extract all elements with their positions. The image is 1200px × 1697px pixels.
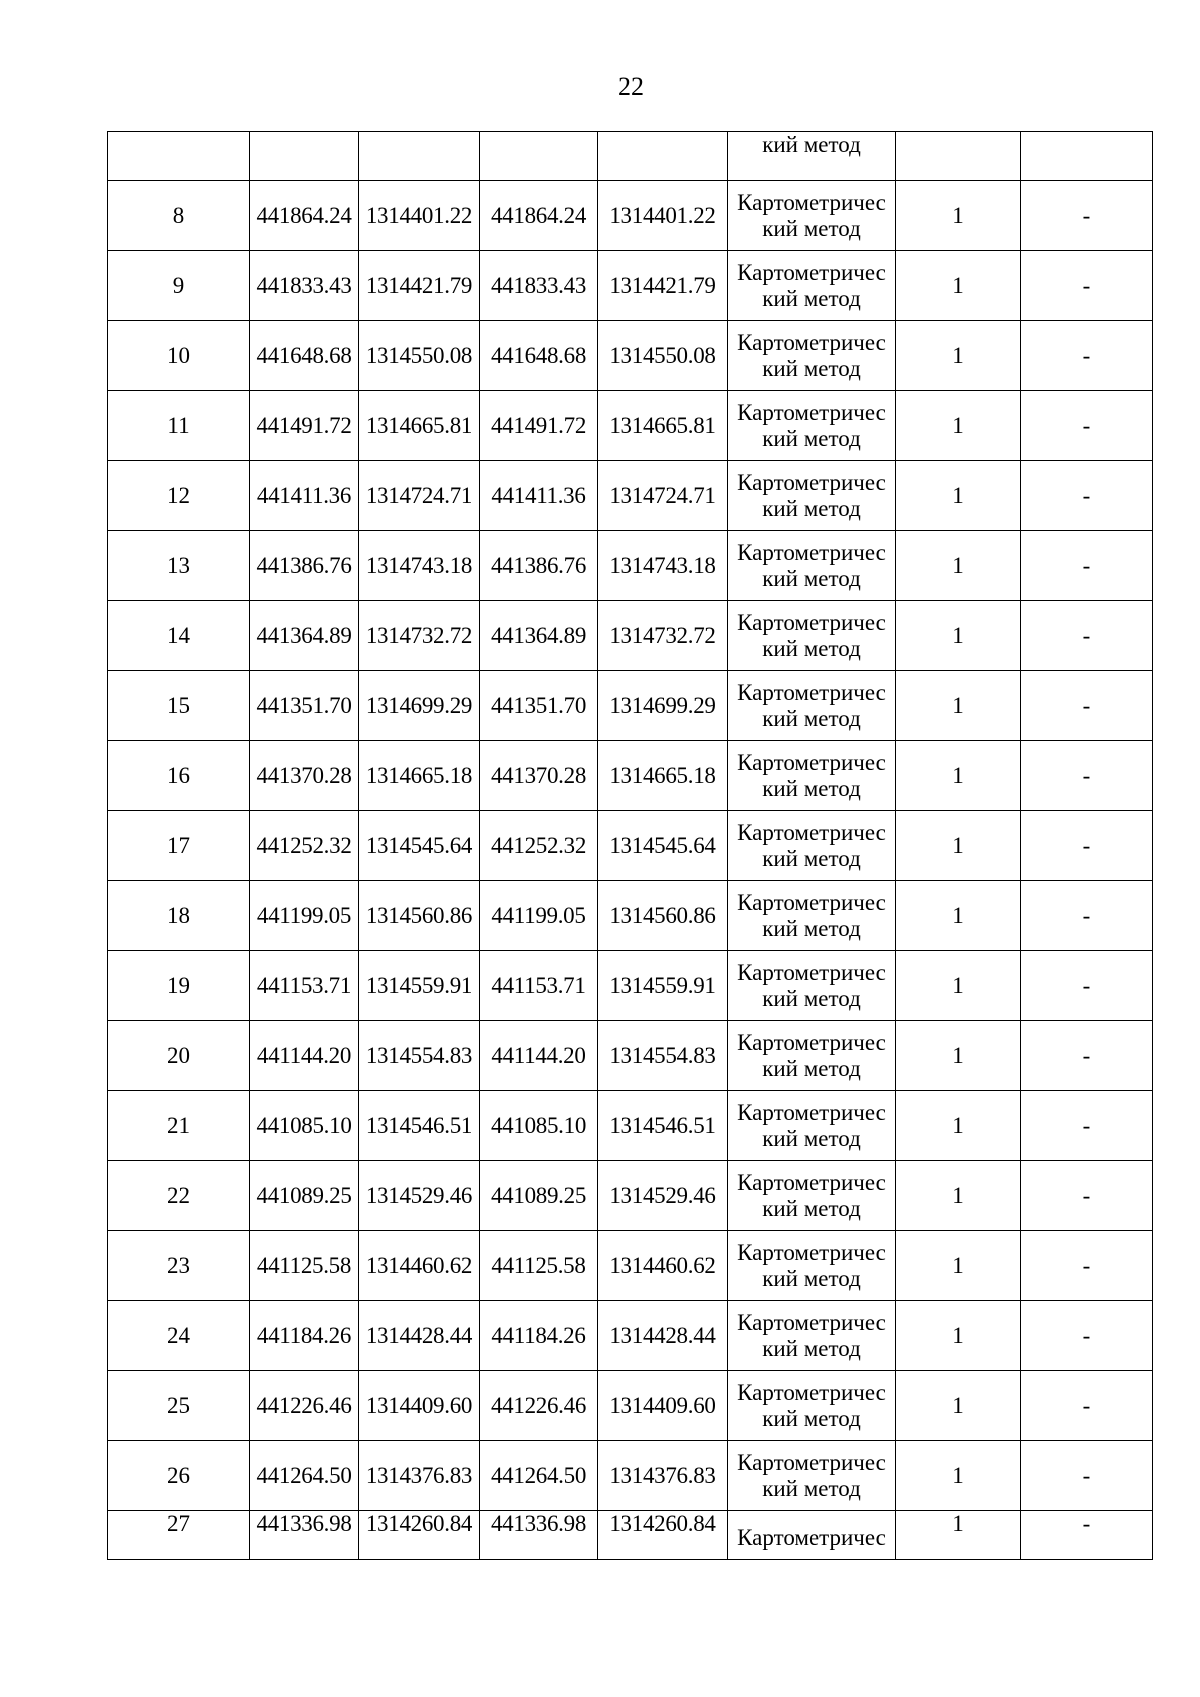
cell-y1: 1314260.84 [359,1511,480,1560]
cell-x1: 441833.43 [250,251,359,321]
method-line-2: кий метод [762,775,861,801]
cell-accuracy: 1 [896,811,1021,881]
cell-method [728,1021,896,1091]
cell-x1: 441491.72 [250,391,359,461]
table-row [108,951,1153,1021]
cell-accuracy: 1 [896,461,1021,531]
table-row [108,531,1153,601]
method-line-1: Картометричес [737,889,886,915]
continuation-row [108,132,1153,181]
method-line-2: кий метод [762,1335,861,1361]
table-row [108,321,1153,391]
cell-note: - [1021,1371,1153,1441]
method-line-1: Картометричес [737,259,886,285]
table-row [108,1161,1153,1231]
cell-note: - [1021,251,1153,321]
cell-point-number: 9 [108,251,250,321]
cell-x2: 441864.24 [480,181,598,251]
table-row [108,601,1153,671]
page-number: 22 [618,72,644,101]
method-line-1: Картометричес [737,819,886,845]
cell-point-number: 25 [108,1371,250,1441]
cell-y2: 1314376.83 [598,1441,728,1511]
cell-accuracy: 1 [896,391,1021,461]
cell-empty [598,132,728,181]
cell-y2: 1314560.86 [598,881,728,951]
table-row [108,1231,1153,1301]
method-line-1: Картометричес [737,609,886,635]
method-line-1: Картометричес [737,469,886,495]
cell-accuracy: 1 [896,741,1021,811]
method-line-2: кий метод [762,845,861,871]
method-line-2: кий метод [762,565,861,591]
cell-x2: 441386.76 [480,531,598,601]
method-line-1: Картометричес [737,749,886,775]
cell-point-number: 12 [108,461,250,531]
cell-method [728,391,896,461]
cell-point-number: 26 [108,1441,250,1511]
cell-accuracy: 1 [896,1371,1021,1441]
cell-point-number: 27 [108,1511,250,1560]
cell-x1: 441411.36 [250,461,359,531]
cell-note: - [1021,671,1153,741]
cell-accuracy: 1 [896,881,1021,951]
method-line-2: кий метод [762,1195,861,1221]
cell-x2: 441252.32 [480,811,598,881]
method-line-2: кий метод [762,1405,861,1431]
cell-method [728,1091,896,1161]
cell-accuracy: 1 [896,251,1021,321]
cell-x1: 441336.98 [250,1511,359,1560]
cell-accuracy: 1 [896,1021,1021,1091]
cell-x2: 441125.58 [480,1231,598,1301]
method-line-1: Картометричес [737,1029,886,1055]
cell-x1: 441153.71 [250,951,359,1021]
cell-note: - [1021,1441,1153,1511]
cell-x1: 441085.10 [250,1091,359,1161]
cell-y1: 1314550.08 [359,321,480,391]
table-row [108,671,1153,741]
cell-accuracy: 1 [896,1161,1021,1231]
cell-accuracy: 1 [896,1441,1021,1511]
cell-y1: 1314699.29 [359,671,480,741]
cell-accuracy: 1 [896,601,1021,671]
method-line-2: кий метод [762,1055,861,1081]
cell-method [728,601,896,671]
cell-note: - [1021,321,1153,391]
cell-x2: 441336.98 [480,1511,598,1560]
cell-y2: 1314421.79 [598,251,728,321]
coordinates-table [107,131,1153,1560]
cell-x1: 441199.05 [250,881,359,951]
method-line-1: Картометричес [737,1169,886,1195]
table-row [108,1091,1153,1161]
cell-x2: 441364.89 [480,601,598,671]
cell-note: - [1021,1091,1153,1161]
cell-x2: 441153.71 [480,951,598,1021]
cell-point-number: 24 [108,1301,250,1371]
table-row [108,181,1153,251]
cell-y2: 1314665.81 [598,391,728,461]
cell-y2: 1314529.46 [598,1161,728,1231]
method-line-1: Картометричес [737,399,886,425]
cell-y2: 1314732.72 [598,601,728,671]
cell-note: - [1021,951,1153,1021]
cell-accuracy: 1 [896,531,1021,601]
cell-note: - [1021,811,1153,881]
cell-y1: 1314409.60 [359,1371,480,1441]
method-line-2: кий метод [762,985,861,1011]
cell-y1: 1314743.18 [359,531,480,601]
table-row [108,391,1153,461]
cell-x1: 441226.46 [250,1371,359,1441]
cell-point-number: 21 [108,1091,250,1161]
cell-accuracy: 1 [896,951,1021,1021]
cell-y2: 1314665.18 [598,741,728,811]
cell-y1: 1314460.62 [359,1231,480,1301]
cell-y1: 1314421.79 [359,251,480,321]
cell-y2: 1314545.64 [598,811,728,881]
cell-note: - [1021,531,1153,601]
method-line-2: кий метод [762,215,861,241]
method-line-1: Картометричес [737,329,886,355]
cell-x1: 441386.76 [250,531,359,601]
table-row [108,1441,1153,1511]
cell-x2: 441833.43 [480,251,598,321]
method-line-2: кий метод [762,915,861,941]
method-tail: кий метод [762,132,861,157]
cell-method [728,951,896,1021]
cell-accuracy: 1 [896,1231,1021,1301]
cell-method [728,671,896,741]
method-line-1: Картометричес [737,1309,886,1335]
cell-x1: 441370.28 [250,741,359,811]
cell-accuracy: 1 [896,1091,1021,1161]
cell-method [728,1161,896,1231]
cell-method [728,1371,896,1441]
cell-note: - [1021,881,1153,951]
cell-y1: 1314401.22 [359,181,480,251]
cell-x1: 441144.20 [250,1021,359,1091]
cell-note: - [1021,741,1153,811]
cell-method [728,321,896,391]
cell-accuracy: 1 [896,181,1021,251]
cell-point-number: 16 [108,741,250,811]
cell-method [728,531,896,601]
cell-note: - [1021,1231,1153,1301]
cell-y2: 1314460.62 [598,1231,728,1301]
method-line-2: кий метод [762,635,861,661]
cell-x2: 441411.36 [480,461,598,531]
cell-x1: 441864.24 [250,181,359,251]
cell-note: - [1021,1301,1153,1371]
cell-method [728,811,896,881]
cell-empty [896,132,1021,181]
cell-empty [480,132,598,181]
cell-y2: 1314743.18 [598,531,728,601]
method-line-2: кий метод [762,495,861,521]
cell-empty [250,132,359,181]
cell-note: - [1021,1511,1153,1560]
cell-y2: 1314428.44 [598,1301,728,1371]
cell-x2: 441144.20 [480,1021,598,1091]
cell-x2: 441226.46 [480,1371,598,1441]
cell-x1: 441252.32 [250,811,359,881]
method-line-1: Картометричес [737,959,886,985]
cell-x2: 441648.68 [480,321,598,391]
cell-method: Картометричес [728,1511,896,1560]
cell-x1: 441364.89 [250,601,359,671]
cell-point-number: 10 [108,321,250,391]
cell-x2: 441089.25 [480,1161,598,1231]
cell-x2: 441264.50 [480,1441,598,1511]
cell-point-number: 18 [108,881,250,951]
cell-point-number: 23 [108,1231,250,1301]
cell-method [728,741,896,811]
cell-x1: 441351.70 [250,671,359,741]
cell-y1: 1314545.64 [359,811,480,881]
cell-point-number: 8 [108,181,250,251]
cell-note: - [1021,601,1153,671]
cell-note: - [1021,391,1153,461]
cell-method [728,1441,896,1511]
method-line-1: Картометричес [737,1099,886,1125]
cell-x1: 441648.68 [250,321,359,391]
cell-x2: 441491.72 [480,391,598,461]
table-row [108,1371,1153,1441]
cell-point-number: 19 [108,951,250,1021]
cell-point-number: 17 [108,811,250,881]
cell-y1: 1314724.71 [359,461,480,531]
cell-y1: 1314665.18 [359,741,480,811]
method-line-1: Картометричес [737,1239,886,1265]
cell-method [728,132,896,181]
cell-y1: 1314665.81 [359,391,480,461]
method-line-2: кий метод [762,1265,861,1291]
cell-empty [1021,132,1153,181]
method-line-1: Картометричес [737,679,886,705]
cell-y1: 1314376.83 [359,1441,480,1511]
cell-y1: 1314529.46 [359,1161,480,1231]
cell-point-number: 20 [108,1021,250,1091]
cell-y2: 1314699.29 [598,671,728,741]
method-line-2: кий метод [762,355,861,381]
cell-y2: 1314554.83 [598,1021,728,1091]
cell-y1: 1314559.91 [359,951,480,1021]
cell-x2: 441351.70 [480,671,598,741]
cell-y1: 1314732.72 [359,601,480,671]
cell-y2: 1314559.91 [598,951,728,1021]
method-line-1: Картометричес [737,539,886,565]
method-line-1: Картометричес [737,189,886,215]
cell-y1: 1314560.86 [359,881,480,951]
cell-y2: 1314724.71 [598,461,728,531]
cell-note: - [1021,461,1153,531]
cell-y1: 1314428.44 [359,1301,480,1371]
cell-method [728,1231,896,1301]
table-row [108,1021,1153,1091]
cell-method [728,881,896,951]
method-line-1: Картометричес [737,1449,886,1475]
cell-y2: 1314260.84 [598,1511,728,1560]
table-row [108,251,1153,321]
cell-point-number: 13 [108,531,250,601]
cell-method [728,1301,896,1371]
method-line-2: кий метод [762,285,861,311]
cell-y2: 1314550.08 [598,321,728,391]
cell-accuracy: 1 [896,1511,1021,1560]
cell-note: - [1021,1021,1153,1091]
cell-point-number: 14 [108,601,250,671]
cell-point-number: 11 [108,391,250,461]
cell-note: - [1021,1161,1153,1231]
cell-method [728,181,896,251]
cell-accuracy: 1 [896,671,1021,741]
method-line-2: кий метод [762,425,861,451]
table-row [108,881,1153,951]
cell-accuracy: 1 [896,321,1021,391]
cell-point-number: 22 [108,1161,250,1231]
cell-x1: 441125.58 [250,1231,359,1301]
cell-x1: 441089.25 [250,1161,359,1231]
cell-y2: 1314546.51 [598,1091,728,1161]
table-row [108,1511,1153,1560]
method-line-1: Картометричес [737,1379,886,1405]
cell-x1: 441264.50 [250,1441,359,1511]
cell-x2: 441370.28 [480,741,598,811]
cell-note: - [1021,181,1153,251]
cell-empty [108,132,250,181]
table-row [108,741,1153,811]
cell-x2: 441085.10 [480,1091,598,1161]
cell-method [728,251,896,321]
cell-x2: 441199.05 [480,881,598,951]
table-row [108,811,1153,881]
cell-x2: 441184.26 [480,1301,598,1371]
table-row [108,461,1153,531]
cell-y2: 1314409.60 [598,1371,728,1441]
method-line-2: кий метод [762,1125,861,1151]
cell-y1: 1314554.83 [359,1021,480,1091]
cell-empty [359,132,480,181]
method-line-2: кий метод [762,1475,861,1501]
cell-x1: 441184.26 [250,1301,359,1371]
table-row [108,1301,1153,1371]
method-line-2: кий метод [762,705,861,731]
cell-y1: 1314546.51 [359,1091,480,1161]
cell-accuracy: 1 [896,1301,1021,1371]
cell-point-number: 15 [108,671,250,741]
cell-method [728,461,896,531]
cell-y2: 1314401.22 [598,181,728,251]
